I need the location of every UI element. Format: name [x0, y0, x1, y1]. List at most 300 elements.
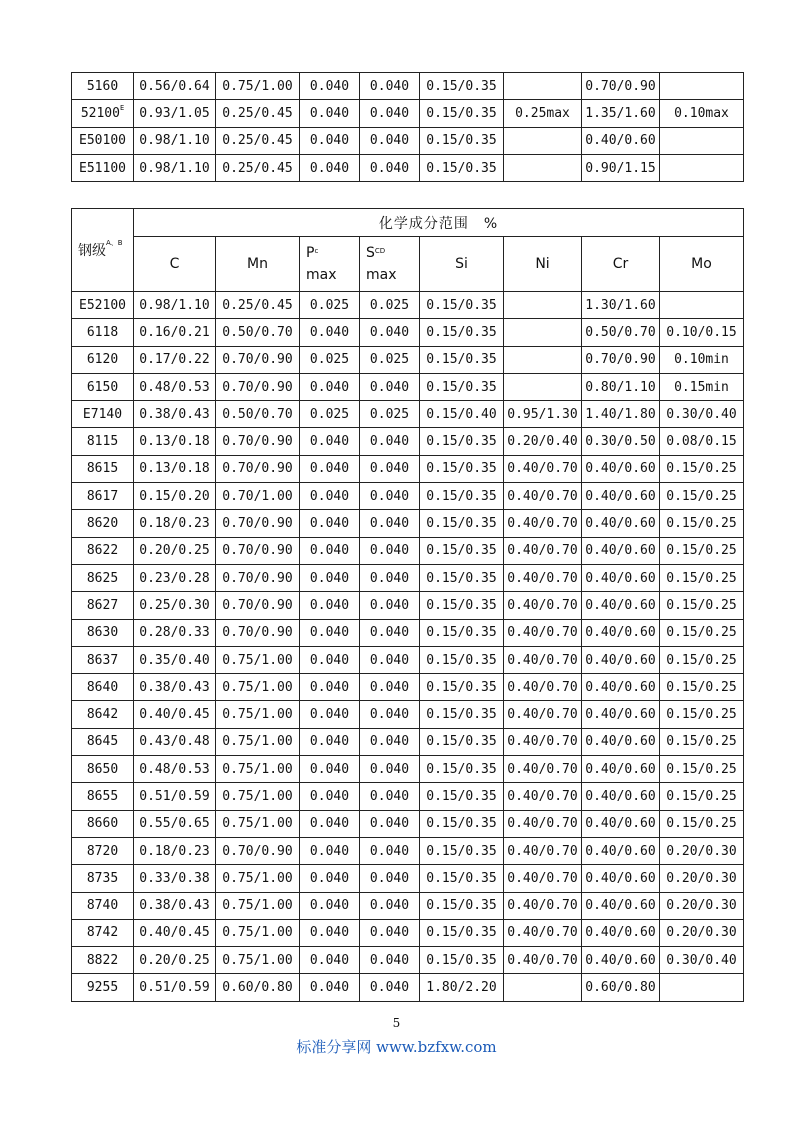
- grade-cell: 8720: [72, 837, 134, 864]
- value-cell: 0.20/0.30: [660, 837, 744, 864]
- value-cell: 0.040: [360, 319, 420, 346]
- value-cell: 0.98/1.10: [134, 292, 216, 319]
- value-cell: 0.20/0.25: [134, 537, 216, 564]
- header-s: $S^{CD}$ max: [360, 237, 420, 292]
- grade-cell: E51100: [72, 154, 134, 181]
- value-cell: 0.15/0.25: [660, 455, 744, 482]
- value-cell: 0.40/0.60: [582, 646, 660, 673]
- value-cell: 0.40/0.70: [504, 783, 582, 810]
- value-cell: 0.40/0.60: [582, 837, 660, 864]
- value-cell: 0.30/0.40: [660, 401, 744, 428]
- grade-cell: 8625: [72, 564, 134, 591]
- value-cell: 0.15/0.35: [420, 865, 504, 892]
- value-cell: 0.040: [360, 646, 420, 673]
- grade-cell: 8645: [72, 728, 134, 755]
- value-cell: 0.15/0.40: [420, 401, 504, 428]
- value-cell: 0.040: [300, 154, 360, 181]
- value-cell: 0.93/1.05: [134, 100, 216, 127]
- header-cr: Cr: [582, 237, 660, 292]
- value-cell: 0.040: [300, 974, 360, 1001]
- value-cell: 0.40/0.60: [582, 674, 660, 701]
- table-row: [72, 73, 744, 100]
- value-cell: 0.30/0.40: [660, 947, 744, 974]
- value-cell: 0.15/0.35: [420, 455, 504, 482]
- value-cell: 0.040: [300, 537, 360, 564]
- value-cell: 0.40/0.60: [582, 810, 660, 837]
- header-group-title: 化学成分范围 %: [134, 209, 744, 237]
- value-cell: 0.70/0.90: [216, 564, 300, 591]
- value-cell: 0.040: [360, 428, 420, 455]
- value-cell: 0.040: [300, 892, 360, 919]
- value-cell: 0.40/0.70: [504, 756, 582, 783]
- value-cell: 0.040: [360, 510, 420, 537]
- value-cell: 0.040: [300, 319, 360, 346]
- grade-cell: 8617: [72, 483, 134, 510]
- table-row: [72, 100, 744, 127]
- value-cell: 0.38/0.43: [134, 674, 216, 701]
- value-cell: 0.40/0.60: [582, 483, 660, 510]
- value-cell: 0.28/0.33: [134, 619, 216, 646]
- value-cell: 1.30/1.60: [582, 292, 660, 319]
- value-cell: 0.25/0.30: [134, 592, 216, 619]
- value-cell: 0.16/0.21: [134, 319, 216, 346]
- value-cell: 0.40/0.70: [504, 674, 582, 701]
- value-cell: 0.40/0.60: [582, 865, 660, 892]
- value-cell: 0.20/0.30: [660, 892, 744, 919]
- table-row: [72, 892, 744, 919]
- table-row: [72, 947, 744, 974]
- value-cell: 0.20/0.30: [660, 865, 744, 892]
- value-cell: 1.80/2.20: [420, 974, 504, 1001]
- grade-cell: 8630: [72, 619, 134, 646]
- value-cell: 0.40/0.60: [582, 756, 660, 783]
- value-cell: 0.75/1.00: [216, 674, 300, 701]
- value-cell: 0.040: [300, 619, 360, 646]
- value-cell: 0.15/0.35: [420, 127, 504, 154]
- value-cell: 0.80/1.10: [582, 373, 660, 400]
- value-cell: 0.15/0.35: [420, 810, 504, 837]
- value-cell: 0.18/0.23: [134, 837, 216, 864]
- value-cell: 0.15/0.35: [420, 319, 504, 346]
- value-cell: 0.17/0.22: [134, 346, 216, 373]
- value-cell: 0.040: [300, 947, 360, 974]
- value-cell: 0.040: [300, 783, 360, 810]
- value-cell: 0.75/1.00: [216, 728, 300, 755]
- table-row: [72, 701, 744, 728]
- value-cell: 0.15/0.35: [420, 701, 504, 728]
- value-cell: 0.040: [360, 728, 420, 755]
- value-cell: 0.15/0.20: [134, 483, 216, 510]
- value-cell: 0.040: [360, 592, 420, 619]
- value-cell: 0.15/0.25: [660, 510, 744, 537]
- table-row: [72, 865, 744, 892]
- value-cell: 0.25/0.45: [216, 100, 300, 127]
- grade-cell: 8822: [72, 947, 134, 974]
- value-cell: 0.15/0.25: [660, 564, 744, 591]
- value-cell: 0.70/0.90: [216, 346, 300, 373]
- grade-cell: 6120: [72, 346, 134, 373]
- value-cell: 0.75/1.00: [216, 701, 300, 728]
- value-cell: 0.40/0.70: [504, 619, 582, 646]
- table-row: [72, 810, 744, 837]
- value-cell: 0.70/0.90: [216, 373, 300, 400]
- value-cell: 0.15/0.25: [660, 674, 744, 701]
- value-cell: 0.75/1.00: [216, 783, 300, 810]
- value-cell: 0.040: [360, 483, 420, 510]
- value-cell: 0.040: [300, 73, 360, 100]
- value-cell: 0.040: [300, 127, 360, 154]
- value-cell: 0.40/0.60: [582, 701, 660, 728]
- value-cell: 0.40/0.45: [134, 919, 216, 946]
- table-row: [72, 154, 744, 181]
- value-cell: 0.040: [360, 837, 420, 864]
- value-cell: 0.040: [300, 646, 360, 673]
- value-cell: 0.20/0.25: [134, 947, 216, 974]
- value-cell: 0.040: [360, 892, 420, 919]
- value-cell: [504, 346, 582, 373]
- header-grade: 钢级$^{A、B}$: [72, 209, 134, 292]
- value-cell: 0.15/0.35: [420, 346, 504, 373]
- value-cell: 0.040: [360, 919, 420, 946]
- value-cell: [660, 292, 744, 319]
- value-cell: 0.040: [300, 919, 360, 946]
- table-row: [72, 346, 744, 373]
- table-row: [72, 837, 744, 864]
- grade-cell: 8615: [72, 455, 134, 482]
- value-cell: 0.40/0.60: [582, 564, 660, 591]
- value-cell: 0.15/0.35: [420, 373, 504, 400]
- value-cell: 0.40/0.60: [582, 728, 660, 755]
- grade-cell: 8637: [72, 646, 134, 673]
- value-cell: 0.40/0.70: [504, 592, 582, 619]
- table-row: [72, 619, 744, 646]
- value-cell: 0.040: [360, 810, 420, 837]
- value-cell: 0.70/0.90: [582, 73, 660, 100]
- table-row: [72, 728, 744, 755]
- grade-cell: 8115: [72, 428, 134, 455]
- value-cell: 0.040: [300, 728, 360, 755]
- grade-cell: E52100: [72, 292, 134, 319]
- value-cell: 0.040: [300, 837, 360, 864]
- value-cell: 0.040: [300, 483, 360, 510]
- value-cell: 0.15/0.35: [420, 564, 504, 591]
- value-cell: 0.040: [300, 810, 360, 837]
- grade-cell: 6150: [72, 373, 134, 400]
- value-cell: 0.025: [300, 292, 360, 319]
- value-cell: 0.15/0.35: [420, 73, 504, 100]
- value-cell: 0.40/0.70: [504, 947, 582, 974]
- header-mo: Mo: [660, 237, 744, 292]
- value-cell: [504, 73, 582, 100]
- value-cell: 0.70/0.90: [216, 537, 300, 564]
- table-row: [72, 592, 744, 619]
- value-cell: 0.040: [300, 100, 360, 127]
- value-cell: [504, 127, 582, 154]
- table-row: [72, 127, 744, 154]
- header-mn: Mn: [216, 237, 300, 292]
- value-cell: 0.040: [300, 865, 360, 892]
- grade-cell: 8735: [72, 865, 134, 892]
- value-cell: 0.15/0.35: [420, 783, 504, 810]
- value-cell: 0.040: [300, 428, 360, 455]
- value-cell: 0.040: [300, 373, 360, 400]
- grade-cell: E7140: [72, 401, 134, 428]
- value-cell: 0.60/0.80: [582, 974, 660, 1001]
- grade-cell: 5160: [72, 73, 134, 100]
- value-cell: 0.10max: [660, 100, 744, 127]
- value-cell: 0.40/0.70: [504, 483, 582, 510]
- value-cell: 0.70/1.00: [216, 483, 300, 510]
- value-cell: [660, 127, 744, 154]
- value-cell: 0.20/0.40: [504, 428, 582, 455]
- value-cell: 0.025: [360, 401, 420, 428]
- table-row: [72, 919, 744, 946]
- value-cell: 0.040: [300, 455, 360, 482]
- grade-cell: 8742: [72, 919, 134, 946]
- value-cell: 1.40/1.80: [582, 401, 660, 428]
- value-cell: 0.15/0.35: [420, 837, 504, 864]
- value-cell: 0.40/0.70: [504, 810, 582, 837]
- value-cell: 0.40/0.70: [504, 837, 582, 864]
- value-cell: 0.33/0.38: [134, 865, 216, 892]
- table-row: [72, 428, 744, 455]
- value-cell: 0.40/0.70: [504, 646, 582, 673]
- value-cell: 0.10min: [660, 346, 744, 373]
- value-cell: 0.75/1.00: [216, 865, 300, 892]
- value-cell: 0.040: [360, 674, 420, 701]
- value-cell: 0.75/1.00: [216, 810, 300, 837]
- table-row: [72, 483, 744, 510]
- value-cell: 0.70/0.90: [582, 346, 660, 373]
- header-ni: Ni: [504, 237, 582, 292]
- value-cell: 0.040: [360, 974, 420, 1001]
- value-cell: 0.40/0.70: [504, 919, 582, 946]
- value-cell: 0.40/0.70: [504, 728, 582, 755]
- value-cell: 0.15/0.35: [420, 510, 504, 537]
- value-cell: 0.48/0.53: [134, 373, 216, 400]
- value-cell: 0.95/1.30: [504, 401, 582, 428]
- value-cell: 0.40/0.45: [134, 701, 216, 728]
- value-cell: 0.40/0.70: [504, 537, 582, 564]
- value-cell: 0.15/0.25: [660, 728, 744, 755]
- value-cell: 0.15/0.35: [420, 537, 504, 564]
- table-row: [72, 564, 744, 591]
- value-cell: 0.40/0.60: [582, 919, 660, 946]
- value-cell: 0.40/0.60: [582, 455, 660, 482]
- value-cell: [504, 974, 582, 1001]
- value-cell: 0.15/0.25: [660, 756, 744, 783]
- value-cell: 0.50/0.70: [216, 319, 300, 346]
- value-cell: 0.15min: [660, 373, 744, 400]
- value-cell: 0.40/0.70: [504, 455, 582, 482]
- grade-cell: 8650: [72, 756, 134, 783]
- composition-table-continued: [71, 72, 744, 182]
- table-row: [72, 510, 744, 537]
- grade-cell: $52100^E$: [72, 100, 134, 127]
- grade-cell: 8622: [72, 537, 134, 564]
- table-row: [72, 401, 744, 428]
- value-cell: 0.70/0.90: [216, 837, 300, 864]
- value-cell: 0.38/0.43: [134, 401, 216, 428]
- grade-cell: 6118: [72, 319, 134, 346]
- header-c: C: [134, 237, 216, 292]
- value-cell: 0.55/0.65: [134, 810, 216, 837]
- composition-table: [71, 208, 744, 1002]
- value-cell: 0.40/0.60: [582, 619, 660, 646]
- table-row: [72, 974, 744, 1001]
- value-cell: 0.40/0.70: [504, 564, 582, 591]
- value-cell: 0.38/0.43: [134, 892, 216, 919]
- grade-cell: E50100: [72, 127, 134, 154]
- value-cell: 0.15/0.35: [420, 592, 504, 619]
- value-cell: 0.70/0.90: [216, 592, 300, 619]
- header-si: Si: [420, 237, 504, 292]
- value-cell: 0.040: [360, 537, 420, 564]
- value-cell: [504, 373, 582, 400]
- value-cell: [660, 73, 744, 100]
- value-cell: 0.43/0.48: [134, 728, 216, 755]
- value-cell: 0.15/0.25: [660, 537, 744, 564]
- grade-cell: 9255: [72, 974, 134, 1001]
- value-cell: 0.50/0.70: [216, 401, 300, 428]
- value-cell: 0.040: [360, 127, 420, 154]
- grade-cell: 8620: [72, 510, 134, 537]
- value-cell: 0.15/0.25: [660, 783, 744, 810]
- value-cell: 0.70/0.90: [216, 428, 300, 455]
- value-cell: 0.75/1.00: [216, 73, 300, 100]
- value-cell: 0.75/1.00: [216, 892, 300, 919]
- value-cell: 0.60/0.80: [216, 974, 300, 1001]
- value-cell: 0.15/0.35: [420, 154, 504, 181]
- value-cell: 0.40/0.60: [582, 783, 660, 810]
- value-cell: 0.48/0.53: [134, 756, 216, 783]
- value-cell: 0.15/0.35: [420, 100, 504, 127]
- value-cell: 0.70/0.90: [216, 619, 300, 646]
- value-cell: 0.040: [360, 783, 420, 810]
- table-row: [72, 674, 744, 701]
- value-cell: 0.040: [360, 619, 420, 646]
- table-row: [72, 783, 744, 810]
- value-cell: 0.70/0.90: [216, 455, 300, 482]
- table-row: [72, 756, 744, 783]
- value-cell: 0.040: [360, 756, 420, 783]
- value-cell: 0.40/0.60: [582, 592, 660, 619]
- value-cell: 0.25/0.45: [216, 154, 300, 181]
- value-cell: 0.40/0.70: [504, 510, 582, 537]
- footer-site-link[interactable]: 标准分享网 www.bzfxw.com: [296, 1038, 497, 1056]
- value-cell: 0.15/0.35: [420, 483, 504, 510]
- value-cell: 0.18/0.23: [134, 510, 216, 537]
- value-cell: 0.15/0.35: [420, 892, 504, 919]
- value-cell: 0.025: [360, 346, 420, 373]
- value-cell: 0.15/0.25: [660, 701, 744, 728]
- value-cell: 0.75/1.00: [216, 646, 300, 673]
- grade-cell: 8640: [72, 674, 134, 701]
- value-cell: 0.51/0.59: [134, 974, 216, 1001]
- value-cell: 0.040: [360, 100, 420, 127]
- value-cell: 0.15/0.35: [420, 674, 504, 701]
- value-cell: 0.040: [300, 510, 360, 537]
- value-cell: 0.040: [300, 564, 360, 591]
- value-cell: 0.25/0.45: [216, 127, 300, 154]
- value-cell: 0.70/0.90: [216, 510, 300, 537]
- value-cell: 0.025: [300, 346, 360, 373]
- value-cell: 0.040: [300, 701, 360, 728]
- value-cell: 0.025: [300, 401, 360, 428]
- value-cell: [504, 154, 582, 181]
- value-cell: 0.35/0.40: [134, 646, 216, 673]
- value-cell: 0.08/0.15: [660, 428, 744, 455]
- page-number: 5: [392, 1016, 401, 1030]
- value-cell: 0.40/0.60: [582, 510, 660, 537]
- grade-cell: 8627: [72, 592, 134, 619]
- value-cell: 0.23/0.28: [134, 564, 216, 591]
- value-cell: 0.25max: [504, 100, 582, 127]
- value-cell: 0.15/0.25: [660, 810, 744, 837]
- value-cell: 0.40/0.60: [582, 537, 660, 564]
- value-cell: 0.40/0.70: [504, 701, 582, 728]
- value-cell: 0.75/1.00: [216, 947, 300, 974]
- value-cell: 0.15/0.25: [660, 619, 744, 646]
- value-cell: 0.90/1.15: [582, 154, 660, 181]
- value-cell: 0.040: [360, 701, 420, 728]
- value-cell: 0.40/0.60: [582, 127, 660, 154]
- value-cell: 0.025: [360, 292, 420, 319]
- value-cell: 0.40/0.70: [504, 865, 582, 892]
- header-p: $P^c$ max: [300, 237, 360, 292]
- value-cell: [504, 319, 582, 346]
- value-cell: 0.040: [360, 455, 420, 482]
- table-row: [72, 319, 744, 346]
- value-cell: 0.040: [300, 674, 360, 701]
- value-cell: 0.15/0.35: [420, 947, 504, 974]
- value-cell: 0.98/1.10: [134, 127, 216, 154]
- value-cell: 0.040: [360, 154, 420, 181]
- value-cell: 0.15/0.25: [660, 592, 744, 619]
- value-cell: 0.13/0.18: [134, 428, 216, 455]
- value-cell: 0.30/0.50: [582, 428, 660, 455]
- value-cell: 0.15/0.35: [420, 619, 504, 646]
- grade-cell: 8642: [72, 701, 134, 728]
- value-cell: 0.15/0.35: [420, 728, 504, 755]
- value-cell: 0.040: [360, 947, 420, 974]
- value-cell: 0.040: [360, 564, 420, 591]
- value-cell: 0.75/1.00: [216, 919, 300, 946]
- value-cell: 0.040: [300, 756, 360, 783]
- value-cell: 0.15/0.25: [660, 483, 744, 510]
- value-cell: 0.13/0.18: [134, 455, 216, 482]
- value-cell: 0.040: [360, 73, 420, 100]
- table-row: [72, 373, 744, 400]
- value-cell: 0.40/0.60: [582, 947, 660, 974]
- value-cell: 0.40/0.60: [582, 892, 660, 919]
- grade-cell: 8660: [72, 810, 134, 837]
- value-cell: 0.040: [300, 592, 360, 619]
- table-row: [72, 537, 744, 564]
- table-row: [72, 455, 744, 482]
- value-cell: 0.20/0.30: [660, 919, 744, 946]
- value-cell: 0.51/0.59: [134, 783, 216, 810]
- value-cell: 0.040: [360, 865, 420, 892]
- value-cell: 1.35/1.60: [582, 100, 660, 127]
- value-cell: [660, 154, 744, 181]
- value-cell: 0.56/0.64: [134, 73, 216, 100]
- value-cell: 0.15/0.35: [420, 292, 504, 319]
- value-cell: 0.10/0.15: [660, 319, 744, 346]
- value-cell: 0.40/0.70: [504, 892, 582, 919]
- value-cell: 0.50/0.70: [582, 319, 660, 346]
- value-cell: [660, 974, 744, 1001]
